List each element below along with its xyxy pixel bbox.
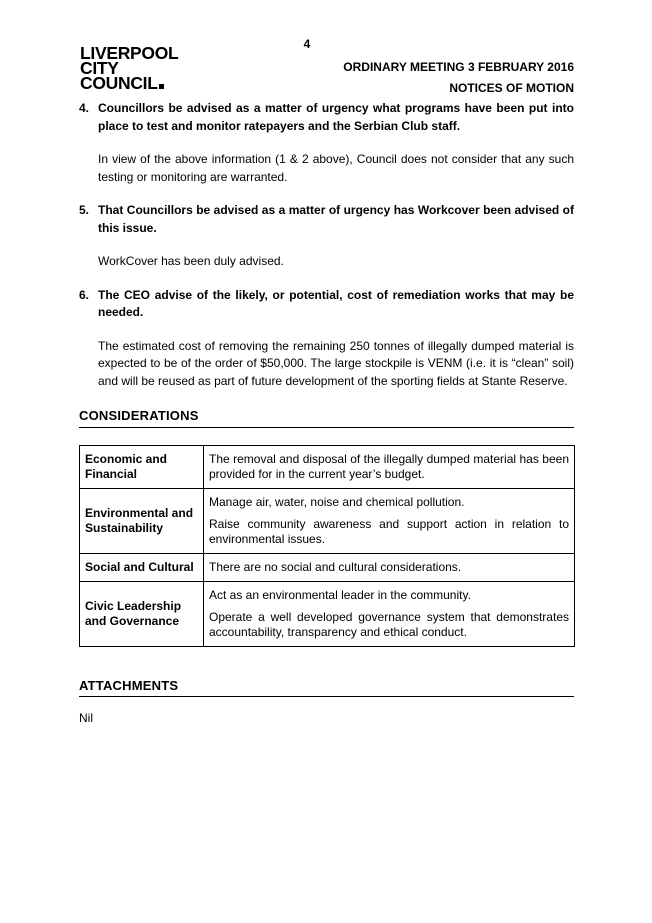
item-number: 6.	[79, 287, 90, 302]
row-text: The removal and disposal of the illegally dumped material has been provided for in the current year’s budget.	[204, 445, 575, 488]
row-label: Economic and Financial	[80, 445, 204, 488]
logo-line-2: CITY	[80, 58, 119, 78]
row-label: Environmental and Sustainability	[80, 488, 204, 553]
meeting-title: ORDINARY MEETING 3 FEBRUARY 2016	[343, 60, 574, 74]
logo-dot-icon	[159, 84, 164, 89]
item-response: The estimated cost of removing the remaining 250 tonnes of illegally dumped material is expected to be of the order of $50,000. The large stockpile is VENM (i.e. it is “clean” soil) and will be reused as part of future development of the sporting fields at Stante Reserve.	[98, 338, 574, 388]
council-logo	[80, 43, 179, 93]
motion-item	[79, 202, 574, 237]
considerations-table	[79, 445, 575, 647]
item-number: 5.	[79, 203, 90, 217]
row-text: There are no social and cultural considerations.	[204, 553, 575, 581]
considerations-heading: CONSIDERATIONS	[79, 407, 574, 428]
motion-item	[79, 287, 574, 322]
table-row	[80, 488, 575, 553]
attachments-text: Nil	[79, 711, 93, 725]
logo-line-3: COUNCIL	[80, 76, 178, 91]
item-response: In view of the above information (1 & 2 above), Council does not consider that any such testing or monitoring are warranted.	[98, 152, 574, 184]
item-response: WorkCover has been duly advised.	[98, 254, 284, 268]
table-row	[80, 581, 575, 646]
table-row	[80, 445, 575, 488]
row-label: Social and Cultural	[80, 553, 204, 581]
item-number: 4.	[79, 101, 90, 115]
row-label: Civic Leadership and Governance	[80, 581, 204, 646]
item-question: Councillors be advised as a matter of urgency what programs have been put into place to test and monitor ratepayers and the Serbian Club staff.	[98, 101, 574, 133]
logo-line-1: LIVERPOOL	[80, 43, 179, 63]
item-question: That Councillors be advised as a matter of urgency has Workcover been advised of this issue.	[98, 203, 574, 235]
attachments-heading: ATTACHMENTS	[79, 677, 574, 698]
row-text: Manage air, water, noise and chemical pollution. Raise community awareness and support action in relation to environmental issues.	[204, 488, 575, 553]
section-title: NOTICES OF MOTION	[449, 81, 574, 95]
motion-item	[79, 100, 574, 135]
row-text: Act as an environmental leader in the community. Operate a well developed governance system that demonstrates accountability, transparency and ethical conduct.	[204, 581, 575, 646]
document-body	[79, 100, 574, 728]
page-number: 4	[303, 37, 311, 51]
item-question: The CEO advise of the likely, or potential, cost of remediation works that may be needed.	[98, 287, 574, 319]
table-row	[80, 553, 575, 581]
